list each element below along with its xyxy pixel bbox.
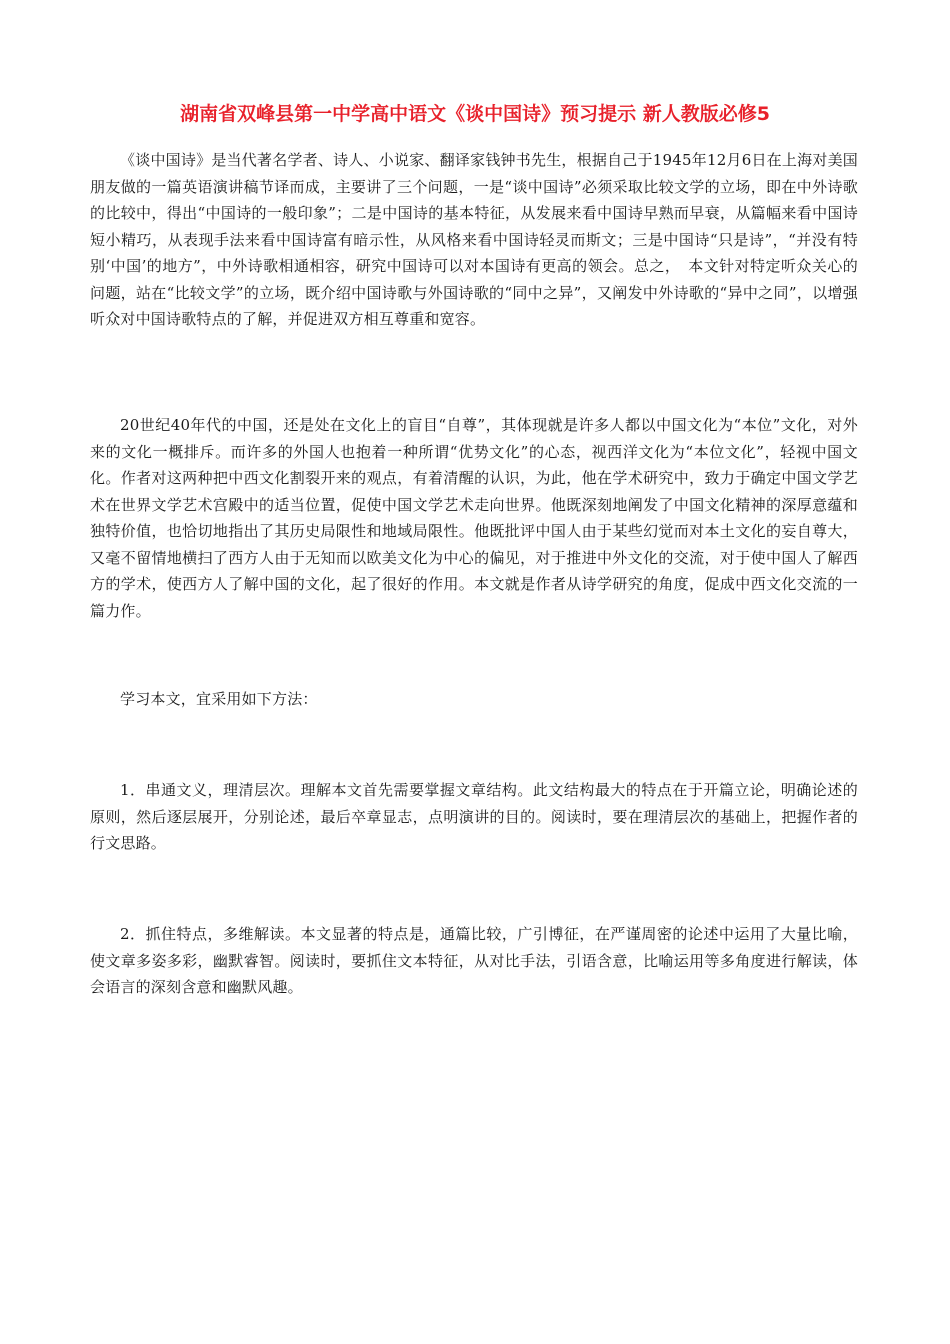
paragraph-method-1: 1．串通文义，理清层次。理解本文首先需要掌握文章结构。此文结构最大的特点在于开篇立论，明确论述的原则，然后逐层展开，分别论述，最后卒章显志，点明演讲的目的。阅读时，要在理清层次的基础上，把握作者的行文思路。 [90,781,858,852]
paragraph-method-2: 2．抓住特点，多维解读。本文显著的特点是，通篇比较，广引博征，在严谨周密的论述中运用了大量比喻，使文章多姿多彩，幽默睿智。阅读时，要抓住文本特征，从对比手法，引语含意，比喻运用等多角度进行解读，体会语言的深刻含意和幽默风趣。 [90,925,858,996]
paragraph-method-intro: 学习本文，宜采用如下方法： [120,690,318,708]
paragraph-background: 20世纪40年代的中国，还是处在文化上的盲目“自尊”，其体现就是许多人都以中国文化为“本位”文化，对外来的文化一概排斥。而许多的外国人也抱着一种所谓“优势文化”的心态，视西洋文化为“本位文化”，轻视中国文化。作者对这两种把中西文化割裂开来的观点，有着清醒的认识，为此，他在学术研究中，致力于确定中国文学艺术在世界文学艺术宫殿中的适当位置，促使中国文学艺术走向世界。他既深刻地阐发了中国文化精神的深厚意蕴和独特价值，也恰切地指出了其历史局限性和地域局限性。他既批评中国人由于某些幻觉而对本土文化的妄自尊大，又毫不留情地横扫了西方人由于无知而以欧美文化为中心的偏见，对于推进中外文化的交流，对于使中国人了解西方的学术，使西方人了解中国的文化，起了很好的作用。本文就是作者从诗学研究的角度，促成中西文化交流的一篇力作。 [90,416,858,620]
paragraph-introduction: 《谈中国诗》是当代著名学者、诗人、小说家、翻译家钱钟书先生，根据自己于1945年12月6日在上海对美国朋友做的一篇英语演讲稿节译而成，主要讲了三个问题，一是“谈中国诗”必须采取比较文学的立场，即在中外诗歌的比较中，得出“中国诗的一般印象”；二是中国诗的基本特征，从发展来看中国诗早熟而早衰，从篇幅来看中国诗短小精巧，从表现手法来看中国诗富有暗示性，从风格来看中国诗轻灵而斯文；三是中国诗“只是诗”，“并没有特别‘中国’的地方”，中外诗歌相通相容，研究中国诗可以对本国诗有更高的领会。总之， 本文针对特定听众关心的问题，站在“比较文学”的立场，既介绍中国诗歌与外国诗歌的“同中之异”，又阐发中外诗歌的“异中之同”，以增强听众对中国诗歌特点的了解，并促进双方相互尊重和宽容。 [90,151,858,328]
document-title: 湖南省双峰县第一中学高中语文《谈中国诗》预习提示 新人教版必修5 [180,103,770,125]
